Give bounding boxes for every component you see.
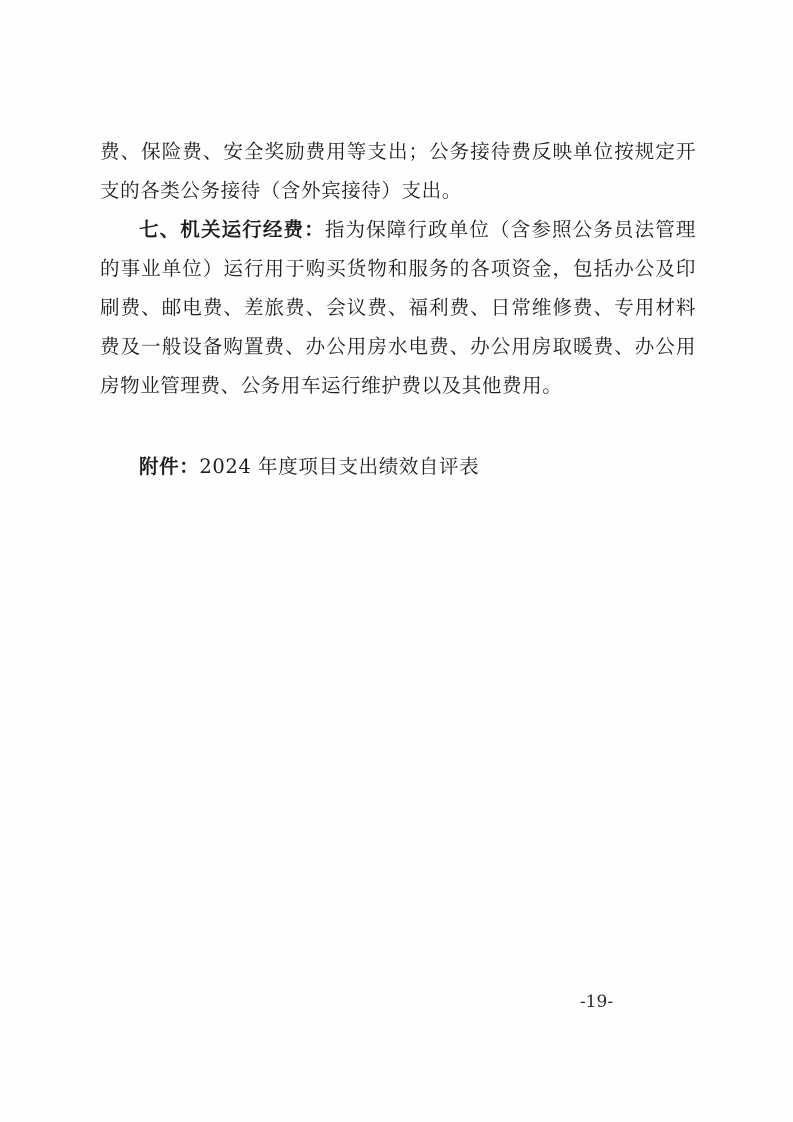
attachment-label: 附件：: [139, 455, 200, 478]
document-body: [100, 132, 696, 486]
attachment-title: 2024 年度项目支出绩效自评表: [199, 455, 480, 478]
paragraph-continued: 费、保险费、安全奖励费用等支出；公务接待费反映单位按规定开支的各类公务接待（含外宾接待）支出。: [100, 140, 696, 202]
paragraph-item-seven-text: 指为保障行政单位（含参照公务员法管理的事业单位）运行用于购买货物和服务的各项资金，包括办公及印刷费、邮电费、差旅费、会议费、福利费、日常维修费、专用材料费及一般设备购置费、办公用房水电费、办公用房取暖费、办公用房物业管理费、公务用车运行维护费以及其他费用。: [100, 218, 696, 397]
paragraph-item-seven: [100, 210, 696, 405]
page-number: [0, 992, 793, 1012]
attachment-line: [100, 447, 696, 486]
paragraph-item-seven-lead: 七、机关运行经费：: [139, 218, 325, 241]
page-number-value: -19-: [579, 992, 614, 1012]
